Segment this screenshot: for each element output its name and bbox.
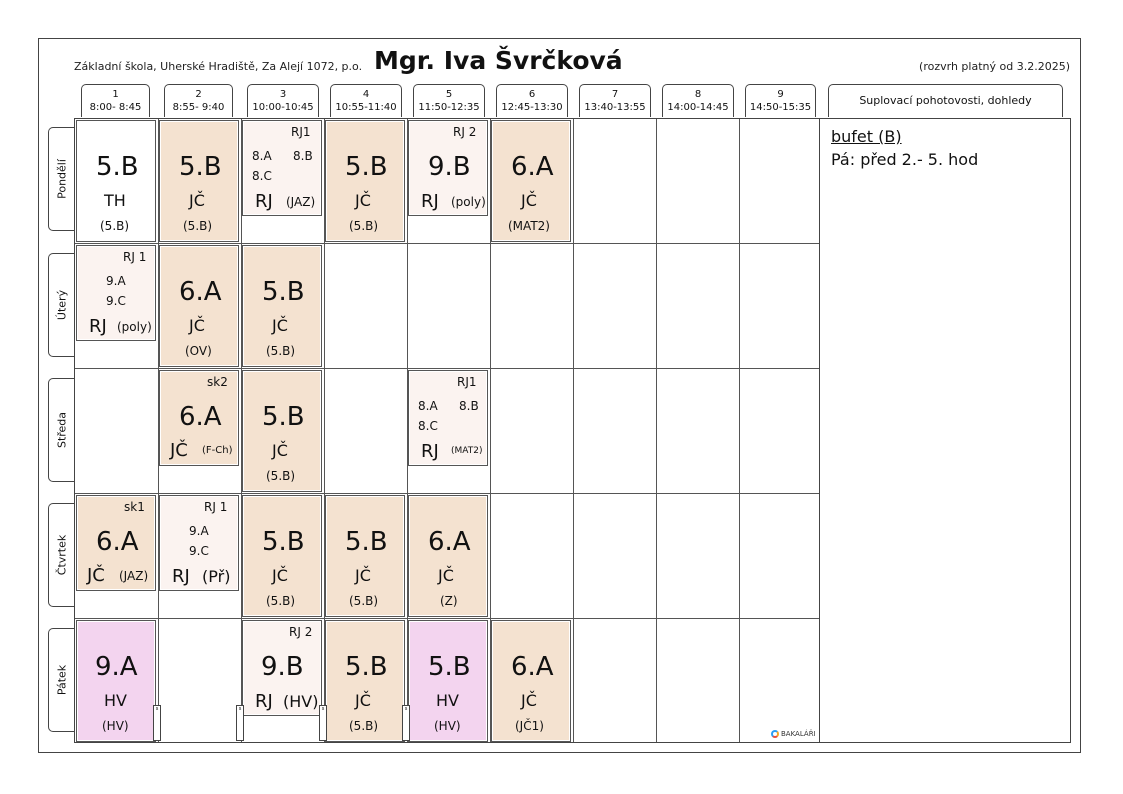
lesson-class: 9.B [261,652,304,682]
period-header-3: 3 10:00-10:45 [247,84,319,117]
lesson-subject: RJ [89,316,107,337]
lesson-room: (MAT2) [451,446,483,456]
lesson-group: sk2 [207,375,228,389]
lesson-tue-1[interactable] [76,245,156,341]
lesson-fri-5[interactable] [408,620,488,742]
lesson-class-2: 8.B [293,149,313,163]
lesson-subject: JČ [355,566,371,585]
lesson-group: RJ 2 [453,125,477,139]
lesson-fri-1[interactable] [76,620,156,742]
lesson-subject: JČ [170,440,188,461]
validity-note: (rozvrh platný od 3.2.2025) [919,60,1070,73]
lesson-class-1: 9.A [106,274,126,288]
lesson-room: (HV) [434,719,461,733]
lesson-room: (5.B) [183,219,213,233]
substitution-tab-marker[interactable]: s [153,705,161,741]
lesson-mon-4[interactable] [325,120,405,242]
period-header-4: 4 10:55-11:40 [330,84,402,117]
supervision-detail: Pá: před 2.- 5. hod [831,150,979,169]
lesson-mon-5[interactable] [408,120,488,216]
school-name: Základní škola, Uherské Hradiště, Za Alejí 1072, p.o. [74,60,363,73]
lesson-thu-5[interactable] [408,495,488,617]
lesson-mon-2[interactable] [159,120,239,242]
lesson-mon-6[interactable] [491,120,571,242]
lesson-class: 5.B [345,652,388,682]
lesson-class-1: 8.A [252,149,272,163]
lesson-thu-1[interactable] [76,495,156,591]
day-label-thu: Čtvrtek [48,503,74,607]
lesson-class: 9.B [428,152,471,182]
lesson-class: 6.A [179,402,222,432]
lesson-class: 5.B [96,152,139,182]
lesson-subject: TH [104,191,126,210]
lesson-wed-2[interactable] [159,370,239,466]
bakalari-logo-text: BAKALÁŘI [781,730,816,738]
lesson-room: (OV) [185,344,212,358]
day-label-wed: Středa [48,378,74,482]
lesson-class: 9.A [95,652,138,682]
lesson-room: (HV) [102,719,129,733]
day-label-mon: Pondělí [48,127,74,231]
lesson-room: (5.B) [100,219,130,233]
lesson-fri-3[interactable] [242,620,322,716]
lesson-group: sk1 [124,500,145,514]
lesson-subject: HV [436,691,459,710]
lesson-class: 5.B [262,527,305,557]
lesson-class: 5.B [262,402,305,432]
lesson-group: RJ1 [291,125,311,139]
lesson-subject: JČ [355,691,371,710]
lesson-wed-5[interactable] [408,370,488,466]
lesson-room: (5.B) [266,344,296,358]
supervision-header: Suplovací pohotovosti, dohledy [828,84,1063,117]
substitution-tab-marker[interactable]: s [402,705,410,741]
lesson-class: 6.A [511,152,554,182]
lesson-group: RJ 2 [289,625,313,639]
lesson-class: 6.A [511,652,554,682]
lesson-subject: HV [104,691,127,710]
supervision-title: bufet (B) [831,127,902,146]
lesson-class-1: 9.A [189,524,209,538]
lesson-class-1: 8.A [418,399,438,413]
substitution-tab-marker[interactable]: s [236,705,244,741]
lesson-subject: JČ [272,316,288,335]
lesson-class: 5.B [345,152,388,182]
lesson-subject: RJ [255,691,273,712]
lesson-fri-4[interactable] [325,620,405,742]
teacher-name: Mgr. Iva Švrčková [374,46,623,75]
lesson-subject: RJ [172,566,190,587]
lesson-tue-3[interactable] [242,245,322,367]
lesson-subject: RJ [421,441,439,462]
lesson-class-3: 8.C [252,169,272,183]
lesson-wed-3[interactable] [242,370,322,492]
lesson-group: RJ 1 [123,250,147,264]
lesson-class: 5.B [179,152,222,182]
lesson-class-2: 9.C [189,544,209,558]
lesson-class: 5.B [345,527,388,557]
lesson-mon-3[interactable] [242,120,322,216]
substitution-tab-marker[interactable]: s [319,705,327,741]
day-label-tue: Úterý [48,253,74,357]
lesson-subject: JČ [521,691,537,710]
lesson-subject: JČ [189,316,205,335]
lesson-class: 6.A [179,277,222,307]
lesson-subject: JČ [438,566,454,585]
lesson-fri-6[interactable] [491,620,571,742]
lesson-subject: JČ [272,441,288,460]
lesson-group: RJ 1 [204,500,228,514]
lesson-room: (5.B) [266,594,296,608]
supervision-column [820,118,1071,743]
lesson-thu-2[interactable] [159,495,239,591]
lesson-subject: JČ [272,566,288,585]
lesson-room: (JAZ) [119,569,149,583]
lesson-class-2: 9.C [106,294,126,308]
lesson-group: RJ1 [457,375,477,389]
lesson-room: (MAT2) [508,219,550,233]
lesson-room: (5.B) [266,469,296,483]
lesson-room: (5.B) [349,219,379,233]
lesson-room: (JAZ) [286,195,316,209]
period-header-5: 5 11:50-12:35 [413,84,485,117]
lesson-class: 5.B [262,277,305,307]
period-header-1: 1 8:00- 8:45 [81,84,150,117]
lesson-room: (F-Ch) [202,445,233,456]
period-header-8: 8 14:00-14:45 [662,84,734,117]
lesson-subject: JČ [521,191,537,210]
lesson-thu-4[interactable] [325,495,405,617]
period-header-9: 9 14:50-15:35 [745,84,816,117]
lesson-class: 5.B [428,652,471,682]
lesson-room: (poly) [451,195,486,209]
lesson-tue-2[interactable] [159,245,239,367]
lesson-class: 6.A [428,527,471,557]
period-header-6: 6 12:45-13:30 [496,84,568,117]
lesson-room: (HV) [283,692,319,711]
lesson-subject: JČ [189,191,205,210]
lesson-room: (Z) [440,594,458,608]
lesson-room: (5.B) [349,719,379,733]
period-header-2: 2 8:55- 9:40 [164,84,233,117]
lesson-room: (poly) [117,320,152,334]
lesson-thu-3[interactable] [242,495,322,617]
lesson-subject: JČ [355,191,371,210]
bakalari-logo [771,730,816,738]
period-header-7: 7 13:40-13:55 [579,84,651,117]
lesson-class: 6.A [96,527,139,557]
lesson-room: (JČ1) [515,719,544,733]
lesson-subject: JČ [87,565,105,586]
lesson-room: (5.B) [349,594,379,608]
lesson-class-3: 8.C [418,419,438,433]
lesson-mon-1[interactable] [76,120,156,242]
day-label-fri: Pátek [48,628,74,732]
lesson-subject: RJ [421,191,439,212]
lesson-subject: RJ [255,191,273,212]
lesson-room: (Př) [202,567,231,586]
lesson-class-2: 8.B [459,399,479,413]
bakalari-logo-icon [771,730,779,738]
